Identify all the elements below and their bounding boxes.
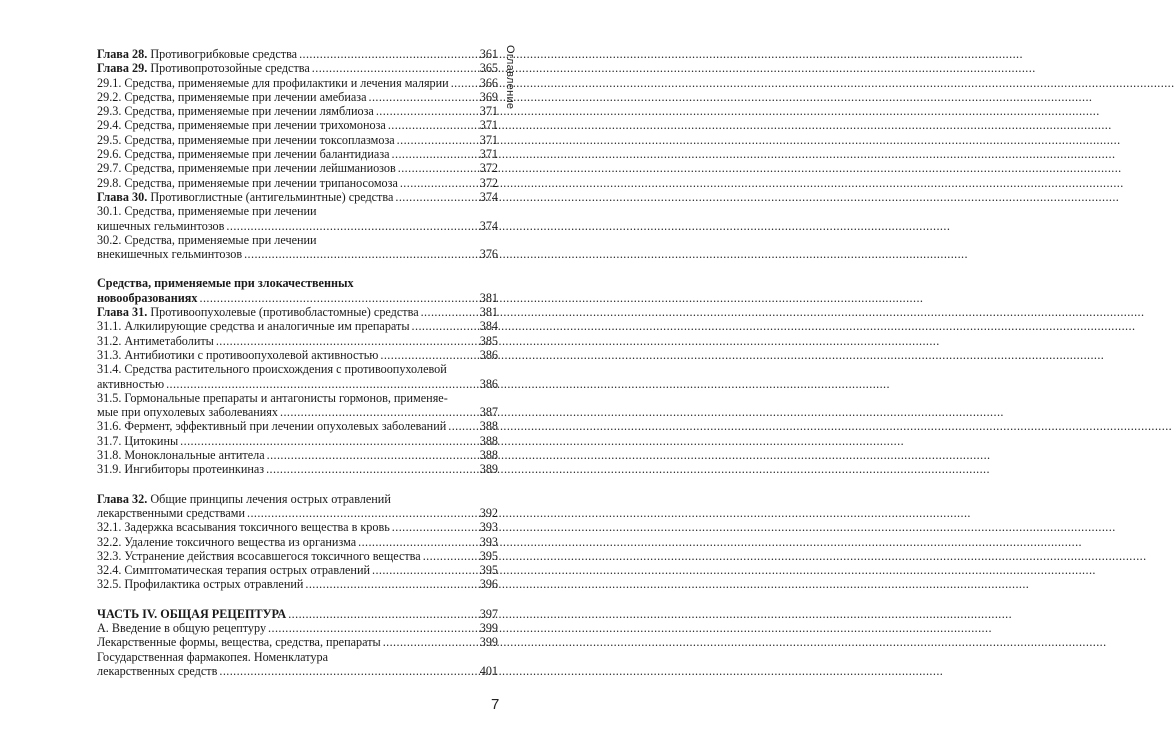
toc-entry-chapter[interactable] [97, 492, 498, 521]
dot-leader [288, 607, 477, 621]
dot-leader [305, 577, 477, 591]
page-ref: 388 [479, 448, 498, 463]
toc-entry-heading[interactable] [97, 276, 498, 305]
entry-title: активностью [97, 376, 165, 391]
toc-entry-item[interactable] [97, 635, 498, 649]
entry-title: 32.2. Удаление токсичного вещества из организма [97, 534, 357, 549]
entry-title: 31.7. Цитокины [97, 433, 179, 448]
toc-entry-item[interactable] [97, 520, 498, 534]
entry-title: 31.2. Антиметаболиты [97, 333, 214, 348]
entry-title: 29.2. Средства, применяемые при лечении амебиаза [97, 89, 367, 104]
entry-title: 29.4. Средства, применяемые при лечении трихомоноза [97, 118, 386, 133]
page-ref: 372 [479, 161, 498, 176]
toc-entry-item[interactable] [97, 563, 498, 577]
entry-title: 29.8. Средства, применяемые при лечении трипаносомоза [97, 175, 398, 190]
toc-entry-item[interactable] [97, 535, 498, 549]
dot-leader [369, 90, 478, 104]
page-ref: 365 [479, 61, 498, 76]
page-ref: 401 [479, 663, 498, 678]
dot-leader [244, 247, 478, 261]
page-ref: 393 [479, 534, 498, 549]
toc-entry-item[interactable] [97, 391, 498, 420]
toc-entry-item[interactable] [97, 133, 498, 147]
entry-title: Противоглистные (антигельминтные) средства [150, 189, 394, 204]
toc-entry-item[interactable] [97, 176, 498, 190]
page-ref: 389 [479, 462, 498, 477]
dot-leader [392, 147, 478, 161]
entry-title-line1: 31.5. Гормональные препараты и антагонисты гормонов, применяе- [97, 390, 448, 405]
dot-leader [451, 76, 478, 90]
table-of-contents [97, 47, 498, 693]
chapter-label: Глава 32. [97, 491, 148, 506]
dot-leader [392, 520, 478, 534]
dot-leader [421, 305, 478, 319]
page-ref: 385 [479, 333, 498, 348]
chapter-label: Глава 30. [97, 189, 148, 204]
entry-title: 31.6. Фермент, эффективный при лечении опухолевых заболеваний [97, 419, 447, 434]
entry-title: 29.1. Средства, применяемые для профилактики и лечения малярии [97, 75, 449, 90]
page-number: 7 [491, 696, 500, 713]
toc-section [97, 276, 498, 476]
toc-entry-item[interactable] [97, 319, 498, 333]
entry-title: Противогрибковые средства [150, 47, 298, 61]
toc-entry-item[interactable] [97, 233, 498, 262]
dot-leader [299, 47, 478, 61]
entry-title: 29.5. Средства, применяемые при лечении токсоплазмоза [97, 132, 395, 147]
entry-title: 31.3. Антибиотики с противоопухолевой активностью [97, 347, 379, 362]
running-header: Оглавление [504, 45, 516, 110]
dot-leader [448, 419, 477, 433]
dot-leader [280, 405, 478, 419]
dot-leader [423, 549, 478, 563]
page-ref: 399 [479, 635, 498, 650]
entry-title: 31.8. Моноклональные антитела [97, 448, 265, 463]
toc-entry-chapter[interactable] [97, 61, 498, 75]
entry-title-line1: 31.4. Средства растительного происхождения с противоопухолевой [97, 362, 447, 377]
page-ref: 374 [479, 189, 498, 204]
dot-leader [358, 535, 478, 549]
dot-leader [226, 219, 477, 233]
toc-entry-part[interactable] [97, 607, 498, 621]
dot-leader [397, 133, 478, 147]
entry-title: Противопротозойные средства [150, 61, 310, 76]
page-ref: 371 [479, 132, 498, 147]
dot-leader [268, 621, 478, 635]
toc-entry-chapter[interactable] [97, 305, 498, 319]
page-ref: 388 [479, 433, 498, 448]
page-ref: 395 [479, 548, 498, 563]
page-ref: 371 [479, 104, 498, 119]
page-ref: 387 [479, 405, 498, 420]
entry-title: А. Введение в общую рецептуру [97, 620, 267, 635]
entry-title: 32.3. Устранение действия всосавшегося токсичного вещества [97, 548, 421, 563]
toc-entry-item[interactable] [97, 147, 498, 161]
toc-entry-item[interactable] [97, 650, 498, 679]
entry-title: 32.5. Профилактика острых отравлений [97, 577, 304, 592]
page-ref: 388 [479, 419, 498, 434]
dot-leader [388, 118, 478, 132]
chapter-label: Глава 31. [97, 305, 148, 320]
page-ref: 392 [479, 505, 498, 520]
toc-entry-item[interactable] [97, 462, 498, 476]
page-ref: 386 [479, 347, 498, 362]
toc-entry-item[interactable] [97, 118, 498, 132]
toc-entry-chapter[interactable] [97, 47, 498, 61]
page-ref: 397 [479, 606, 498, 621]
page-ref: 396 [479, 577, 498, 592]
toc-entry-item[interactable] [97, 549, 498, 563]
page-ref: 366 [479, 75, 498, 90]
entry-title-line1: 30.1. Средства, применяемые при лечении [97, 204, 317, 219]
entry-title: 31.1. Алкилирующие средства и аналогичные им препараты [97, 319, 410, 334]
toc-entry-chapter[interactable] [97, 190, 498, 204]
toc-entry-item[interactable] [97, 621, 498, 635]
entry-title: 29.3. Средства, применяемые при лечении лямблиоза [97, 104, 374, 119]
entry-title: 32.4. Симптоматическая терапия острых отравлений [97, 563, 370, 578]
dot-leader [395, 190, 477, 204]
page-ref: 384 [479, 319, 498, 334]
page-ref: 381 [479, 305, 498, 320]
dot-leader [180, 434, 478, 448]
toc-entry-item[interactable] [97, 348, 498, 362]
entry-title: лекарственными средствами [97, 505, 245, 520]
dot-leader [216, 334, 478, 348]
toc-section [97, 492, 498, 592]
dot-leader [398, 161, 478, 175]
toc-entry-item[interactable] [97, 362, 498, 391]
dot-leader [219, 664, 477, 678]
page-ref: 371 [479, 147, 498, 162]
entry-title: лекарственных средств [97, 663, 218, 678]
entry-title-line1: 30.2. Средства, применяемые при лечении [97, 232, 317, 247]
page-ref: 371 [479, 118, 498, 133]
entry-title: 31.9. Ингибиторы протеинкиназ [97, 462, 265, 477]
toc-section [97, 607, 498, 678]
page-ref: 393 [479, 520, 498, 535]
page-ref: 399 [479, 620, 498, 635]
entry-title: кишечных гельминтозов [97, 218, 225, 233]
dot-leader [267, 448, 478, 462]
toc-entry-item[interactable] [97, 434, 498, 448]
chapter-label: Глава 29. [97, 61, 148, 76]
entry-title: Противоопухолевые (противобластомные) средства [150, 305, 419, 320]
toc-entry-item[interactable] [97, 76, 498, 90]
dot-leader [412, 319, 478, 333]
dot-leader [376, 104, 478, 118]
toc-section [97, 47, 498, 261]
toc-entry-item[interactable] [97, 419, 498, 433]
dot-leader [372, 563, 478, 577]
entry-title: Лекарственные формы, вещества, средства, препараты [97, 635, 381, 650]
toc-entry-item[interactable] [97, 104, 498, 118]
entry-title-line1: Общие принципы лечения острых отравлений [150, 491, 391, 506]
page-ref: 372 [479, 175, 498, 190]
entry-title: ЧАСТЬ IV. ОБЩАЯ РЕЦЕПТУРА [97, 606, 287, 621]
page-ref: 369 [479, 89, 498, 104]
toc-entry-item[interactable] [97, 334, 498, 348]
dot-leader [266, 462, 478, 476]
dot-leader [200, 291, 478, 305]
page-ref: 381 [479, 290, 498, 305]
entry-title-line1: Государственная фармакопея. Номенклатура [97, 649, 329, 664]
chapter-label: Глава 28. [97, 47, 148, 61]
page-ref: 374 [479, 218, 498, 233]
entry-title: мые при опухолевых заболеваниях [97, 405, 278, 420]
page-ref: 386 [479, 376, 498, 391]
page-ref: 395 [479, 563, 498, 578]
toc-entry-item[interactable] [97, 161, 498, 175]
dot-leader [247, 506, 478, 520]
page-ref: 376 [479, 247, 498, 262]
toc-entry-item[interactable] [97, 448, 498, 462]
entry-title: 32.1. Задержка всасывания токсичного вещества в кровь [97, 520, 390, 535]
toc-entry-item[interactable] [97, 204, 498, 233]
dot-leader [166, 377, 478, 391]
toc-entry-item[interactable] [97, 577, 498, 591]
entry-title-line1: Средства, применяемые при злокачественных [97, 276, 354, 291]
dot-leader [312, 61, 478, 75]
dot-leader [380, 348, 477, 362]
entry-title: 29.7. Средства, применяемые при лечении лейшманиозов [97, 161, 396, 176]
entry-title: новообразованиях [97, 290, 198, 305]
dot-leader [383, 635, 478, 649]
entry-title: 29.6. Средства, применяемые при лечении балантидиаза [97, 147, 390, 162]
dot-leader [400, 176, 478, 190]
entry-title: внекишечных гельминтозов [97, 247, 243, 262]
toc-entry-item[interactable] [97, 90, 498, 104]
page-ref: 361 [479, 47, 498, 61]
